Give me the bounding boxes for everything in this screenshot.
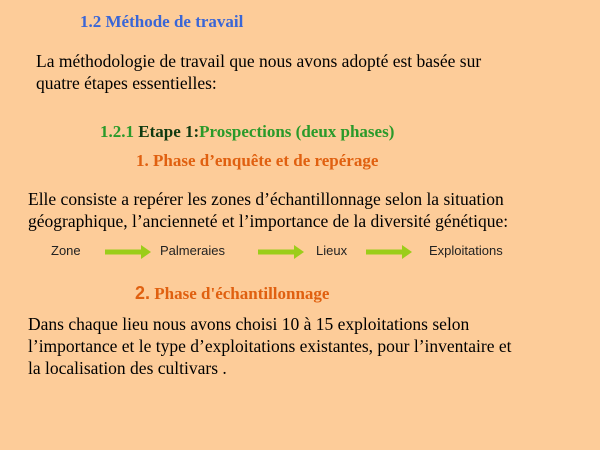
- flow-arrow-3: [366, 245, 412, 259]
- phase-2-title: Phase d'échantillonnage: [150, 284, 330, 303]
- intro-paragraph: [36, 50, 481, 94]
- flow-step-exploitations: Exploitations: [429, 243, 503, 258]
- phase-2-line-1: Dans chaque lieu nous avons choisi 10 à 15 exploitations selon: [28, 314, 470, 334]
- sampling-flow-diagram: [0, 242, 600, 262]
- flow-step-palmeraies: Palmeraies: [160, 243, 226, 258]
- etape-label: Etape 1:: [138, 122, 200, 141]
- intro-line-1: La méthodologie de travail que nous avons adopté est basée sur: [36, 51, 482, 71]
- flow-arrow-2: [258, 245, 304, 259]
- etape-title: Prospections (deux phases): [199, 122, 395, 141]
- flow-step-lieux: Lieux: [316, 243, 348, 258]
- flow-arrow-1: [105, 245, 151, 259]
- etape-number: 1.2.1: [100, 122, 139, 141]
- etape-heading: [100, 122, 394, 142]
- phase-1-line-1: Elle consiste a repérer les zones d’échantillonnage selon la situation: [28, 189, 504, 209]
- phase-2-line-3: la localisation des cultivars .: [28, 358, 227, 378]
- phase-1-line-2: géographique, l’ancienneté et l’importance de la diversité génétique:: [28, 211, 509, 231]
- section-title: 1.2 Méthode de travail: [80, 12, 244, 31]
- phase-2-paragraph: [28, 313, 512, 379]
- intro-line-2: quatre étapes essentielles:: [36, 73, 217, 93]
- phase-2-line-2: l’importance et le type d’exploitations existantes, pour l’inventaire et: [28, 336, 512, 356]
- phase-1-heading: 1. Phase d’enquête et de repérage: [136, 151, 379, 170]
- phase-1-paragraph: [28, 188, 508, 232]
- phase-2-number: 2.: [135, 283, 151, 303]
- phase-2-heading: [135, 283, 329, 304]
- flow-step-zone: Zone: [51, 243, 81, 258]
